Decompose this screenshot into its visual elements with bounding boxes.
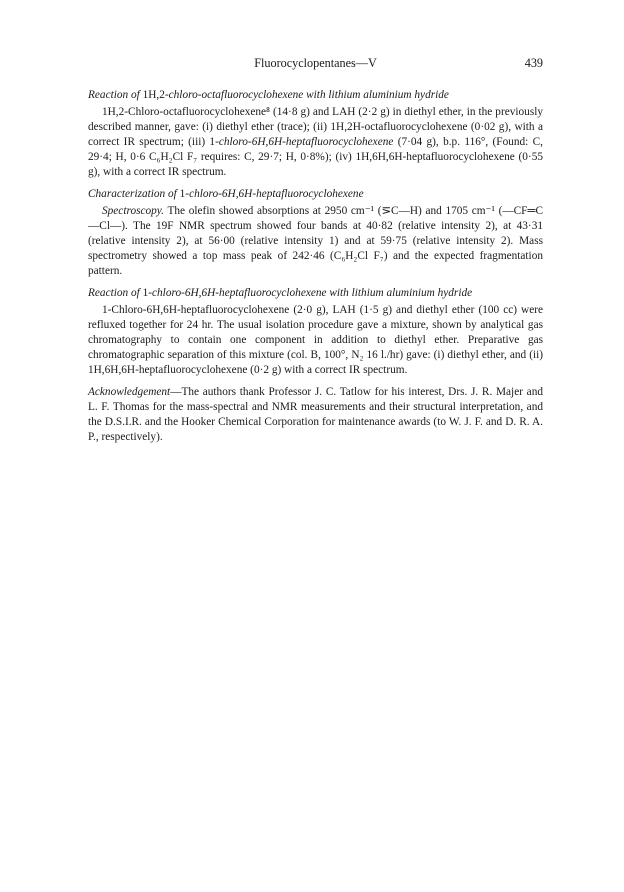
paragraph-second-reaction: 1-Chloro-6H,6H-heptafluorocyclohexene (2·0 g), LAH (1·5 g) and diethyl ether (100 cc) were refluxed together for 24 hr. The usual isolation procedure gave a mixture, shown by analytical gas chromatography to contain one component in addition to diethyl ether. Preparative gas chromatographic separation of this mixture (col. B, 100°, N₂ 16 l./hr) gave: (i) diethyl ether, and (ii) 1H,6H,6H-heptafluorocyclohexene (0·2 g) with a correct IR spectrum. bbox=[88, 304, 543, 376]
acknowledgement: Acknowledgement—The authors thank Professor J. C. Tatlow for his interest, Drs. J. R. Majer and L. F. Thomas for the mass-spectral and NMR measurements and their structural interpretation, and the D.S.I.R. and the Hooker Chemical Corporation for maintenance awards (to W. J. F. and D. R. A. P., respectively). bbox=[88, 386, 543, 443]
section-heading-characterization: Characterization of 1-chloro-6H,6H-heptafluorocyclohexene bbox=[88, 188, 364, 200]
paragraph-spectroscopy: Spectroscopy. The olefin showed absorptions at 2950 cm⁻¹ (⋝C—H) and 1705 cm⁻¹ (—CF═C—Cl—). The 19F NMR spectrum showed four bands at 40·82 (relative intensity 2), at 43·31 (relative intensity 2), at 56·00 (relative intensity 1) and at 59·75 (relative intensity 2). Mass spectrometry showed a top mass peak of 242·46 (C₆H₂Cl F₇) and the expected fragmentation pattern. bbox=[88, 205, 543, 277]
page bbox=[88, 56, 543, 452]
page-number: 439 bbox=[524, 56, 543, 70]
section-heading-lah-reaction: Reaction of 1H,2-chloro-octafluorocyclohexene with lithium aluminium hydride bbox=[88, 89, 449, 101]
running-head bbox=[88, 56, 543, 74]
paragraph-lah-reaction: 1H,2-Chloro-octafluorocyclohexene⁸ (14·8 g) and LAH (2·2 g) in diethyl ether, in the previously described manner, gave: (i) diethyl ether (trace); (ii) 1H,2H-octafluorocyclohexene (0·02 g), with a correct IR spectrum; (iii) 1-chloro-6H,6H-heptafluorocyclohexene (7·04 g), b.p. 116°, (Found: C, 29·4; H, 0·6 C₆H₂Cl F₇ requires: C, 29·7; H, 0·8%); (iv) 1H,6H,6H-heptafluorocyclohexene (0·55 g), with a correct IR spectrum. bbox=[88, 106, 543, 178]
section-heading-second-reaction: Reaction of 1-chloro-6H,6H-heptafluorocyclohexene with lithium aluminium hydride bbox=[88, 287, 473, 299]
running-title: Fluorocyclopentanes—V bbox=[254, 56, 377, 70]
